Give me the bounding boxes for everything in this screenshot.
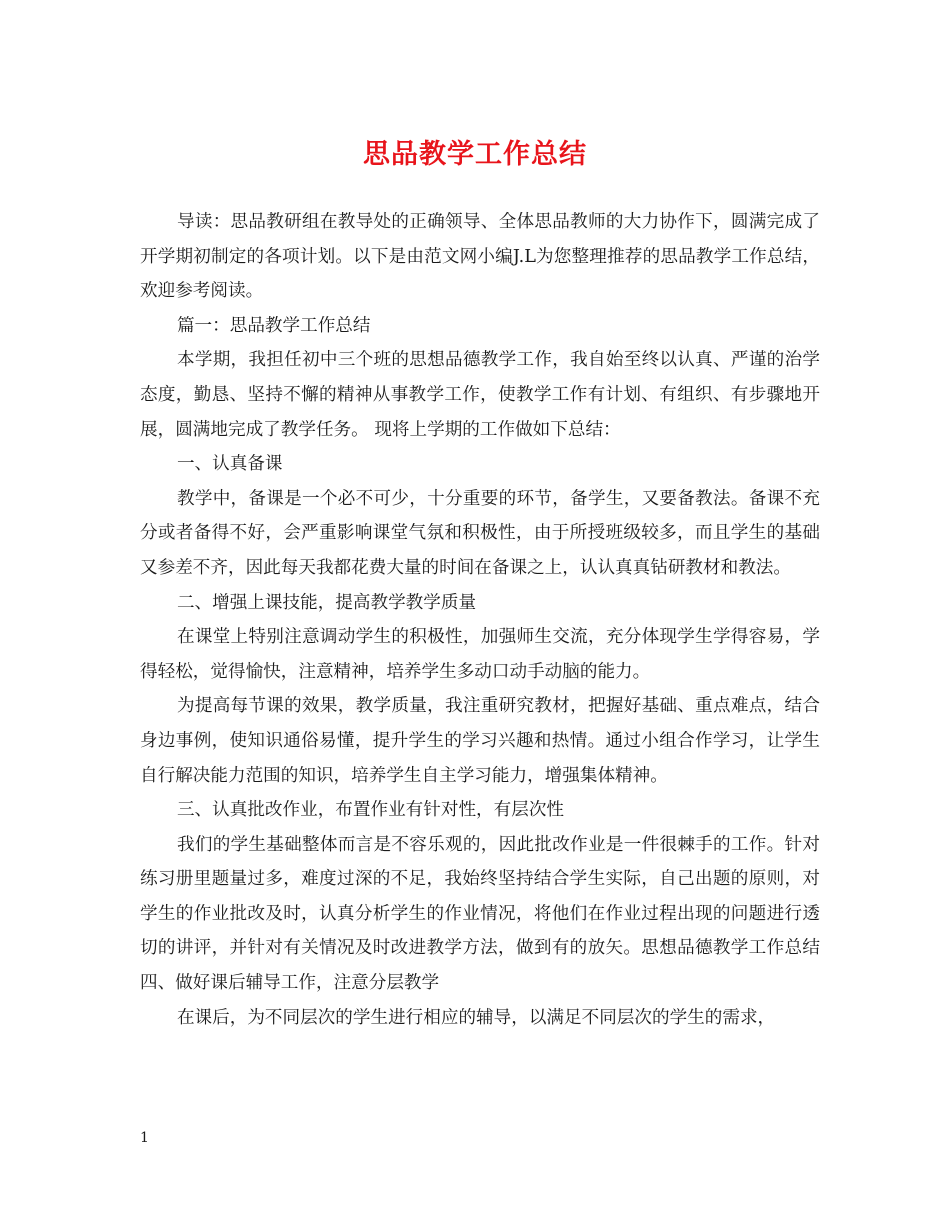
paragraph: 教学中，备课是一个必不可少，十分重要的环节，备学生，又要备教法。备课不充分或者备得不好，会严重影响课堂气氛和积极性，由于所授班级较多，而且学生的基础又参差不齐，因此每天我都花费大量的时间在备课之上，认认真真钻研教材和教法。: [140, 488, 820, 578]
paragraph: 本学期，我担任初中三个班的思想品德教学工作，我自始至终以认真、严谨的治学态度，勤恳、坚持不懈的精神从事教学工作，使教学工作有计划、有组织、有步骤地开展，圆满地完成了教学任务。 现将上学期的工作做如下总结：: [140, 350, 820, 440]
paragraph: 为提高每节课的效果，教学质量，我注重研究教材，把握好基础、重点难点，结合身边事例，使知识通俗易懂，提升学生的学习兴趣和热情。通过小组合作学习，让学生自行解决能力范围的知识，培养学生自主学习能力，增强集体精神。: [140, 696, 820, 786]
page-number: 1: [140, 1130, 149, 1146]
document-body: [140, 205, 820, 1035]
paragraph: 我们的学生基础整体而言是不容乐观的，因此批改作业是一件很棘手的工作。针对练习册里题量过多，难度过深的不足，我始终坚持结合学生实际，自己出题的原则，对学生的作业批改及时，认真分析学生的作业情况，将他们在作业过程出现的问题进行透切的讲评，并针对有关情况及时改进教学方法，做到有的放矢。思想品德教学工作总结四、做好课后辅导工作，注意分层教学: [140, 834, 820, 994]
document-title: 思品教学工作总结: [363, 139, 587, 170]
section-heading: 一、认真备课: [176, 454, 283, 475]
paragraph-heading-part1: 篇一：思品教学工作总结: [176, 315, 371, 336]
paragraph: 在课堂上特别注意调动学生的积极性，加强师生交流，充分体现学生学得容易，学得轻松，觉得愉快，注意精神，培养学生多动口动手动脑的能力。: [140, 627, 820, 682]
section-heading: 三、认真批改作业，布置作业有针对性，有层次性: [176, 800, 565, 821]
paragraph-intro: 导读：思品教研组在教导处的正确领导、全体思品教师的大力协作下，圆满完成了开学期初制定的各项计划。以下是由范文网小编J.L为您整理推荐的思品教学工作总结，欢迎参考阅读。: [140, 212, 820, 302]
paragraph: 在课后，为不同层次的学生进行相应的辅导，以满足不同层次的学生的需求，: [176, 1007, 776, 1028]
section-heading: 二、增强上课技能，提高教学教学质量: [176, 592, 477, 613]
